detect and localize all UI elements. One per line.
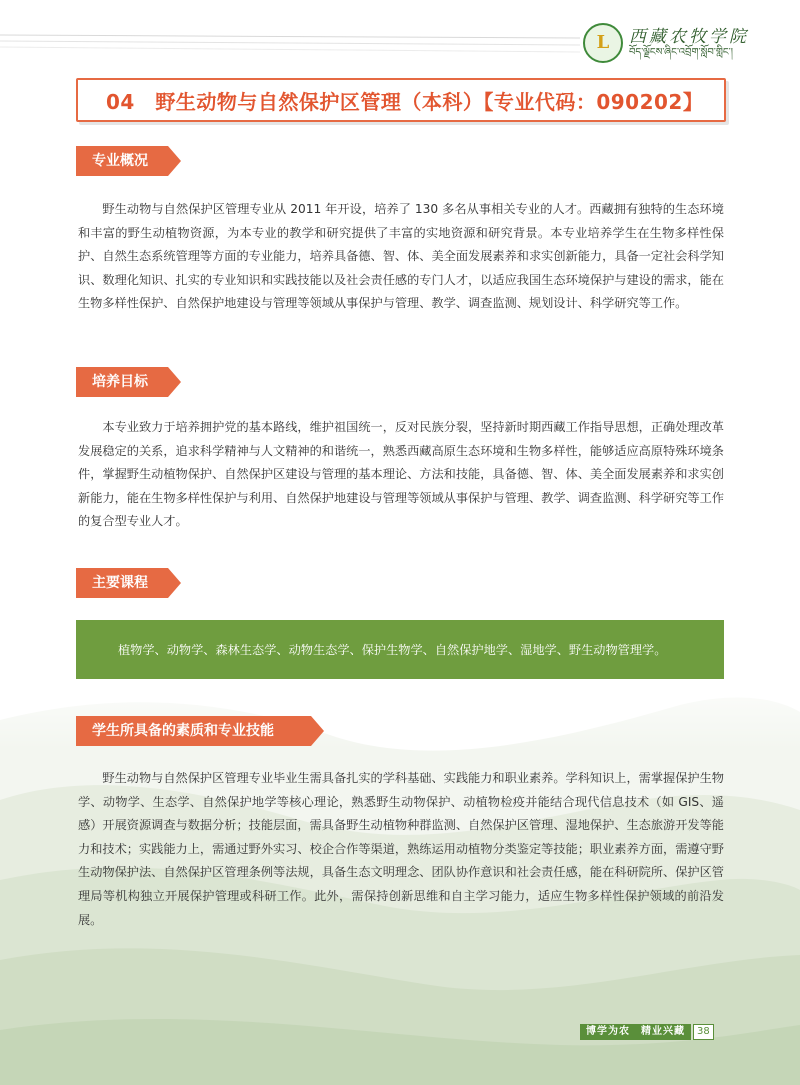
section-heading-objectives: [76, 367, 181, 397]
major-title-box: [76, 78, 726, 122]
section-heading-label: 学生所具备的素质和专业技能: [92, 723, 274, 739]
section-text-objectives: 本专业致力于培养拥护党的基本路线，维护祖国统一，反对民族分裂，坚持新时期西藏工作指导思想，正确处理改革发展稳定的关系，追求科学精神与人文精神的和谐统一，熟悉西藏高原生态环境和生物多样性，能够适应高原特殊环境条件，掌握野生动植物保护、自然保护区建设与管理的基本理论、方法和技能，具备德、智、体、美全面发展素养和求实创新能力，能在生物多样性保护与利用、自然保护地建设与管理等领域从事保护与管理、教学、调查监测、科学研究等工作的复合型专业人才。: [78, 420, 724, 529]
decorative-header-lines: [0, 0, 580, 60]
university-logo: [583, 20, 783, 66]
footer-motto: 博学为农 精业兴藏: [580, 1024, 691, 1040]
section-heading-overview: [76, 146, 181, 176]
section-heading-label: 主要课程: [92, 575, 148, 591]
section-heading-label: 培养目标: [92, 374, 148, 390]
section-heading-courses: [76, 568, 181, 598]
logo-text: [629, 27, 749, 59]
section-text-overview: 野生动物与自然保护区管理专业从 2011 年开设，培养了 130 多名从事相关专业的人才。西藏拥有独特的生态环境和丰富的野生动植物资源，为本专业的教学和研究提供了丰富的实地资源和研究背景。本专业培养学生在生物多样性保护、自然生态系统管理等方面的专业能力，培养具备德、智、体、美全面发展素养和求实创新能力，具备一定社会科学知识、数理化知识、扎实的专业知识和实践技能以及社会责任感的专门人才，以适应我国生态环境保护与建设的需求，能在生物多样性保护、自然保护地建设与管理等领域从事保护与管理、教学、调查监测、规划设计、科学研究等工作。: [78, 202, 724, 311]
university-emblem: [583, 23, 623, 63]
section-heading-skills: [76, 716, 324, 746]
course-list-text: 植物学、动物学、森林生态学、动物生态学、保护生物学、自然保护地学、湿地学、野生动物管理学。: [118, 643, 667, 657]
page-footer: [580, 1024, 720, 1040]
page-number: 38: [693, 1024, 714, 1040]
course-list-box: [76, 620, 724, 679]
logo-name-tibetan: བོད་ལྗོངས་ཞིང་འབྲོག་སློབ་གླིང་།: [629, 47, 733, 59]
emblem-letter: L: [596, 32, 610, 53]
major-title: 04 野生动物与自然保护区管理（本科）【专业代码：090202】: [106, 89, 704, 114]
section-text-skills: 野生动物与自然保护区管理专业毕业生需具备扎实的学科基础、实践能力和职业素养。学科知识上，需掌握保护生物学、动物学、生态学、自然保护地学等核心理论，熟悉野生动物保护、动植物检疫并能结合现代信息技术（如 GIS、遥感）开展资源调查与数据分析；技能层面，需具备野生动植物种群监测、自然保护区管理、湿地保护、生态旅游开发等能力和技术；实践能力上，需通过野外实习、校企合作等渠道，熟练运用动植物分类鉴定等技能；职业素养方面，需遵守野生动物保护法、自然保护区管理条例等法规，具备生态文明理念、团队协作意识和社会责任感，能在科研院所、保护区管理局等机构独立开展保护管理或科研工作。此外，需保持创新思维和自主学习能力，适应生物多样性保护领域的前沿发展。: [78, 771, 724, 927]
section-heading-label: 专业概况: [92, 153, 148, 169]
logo-name-chinese: 西藏农牧学院: [629, 26, 749, 47]
